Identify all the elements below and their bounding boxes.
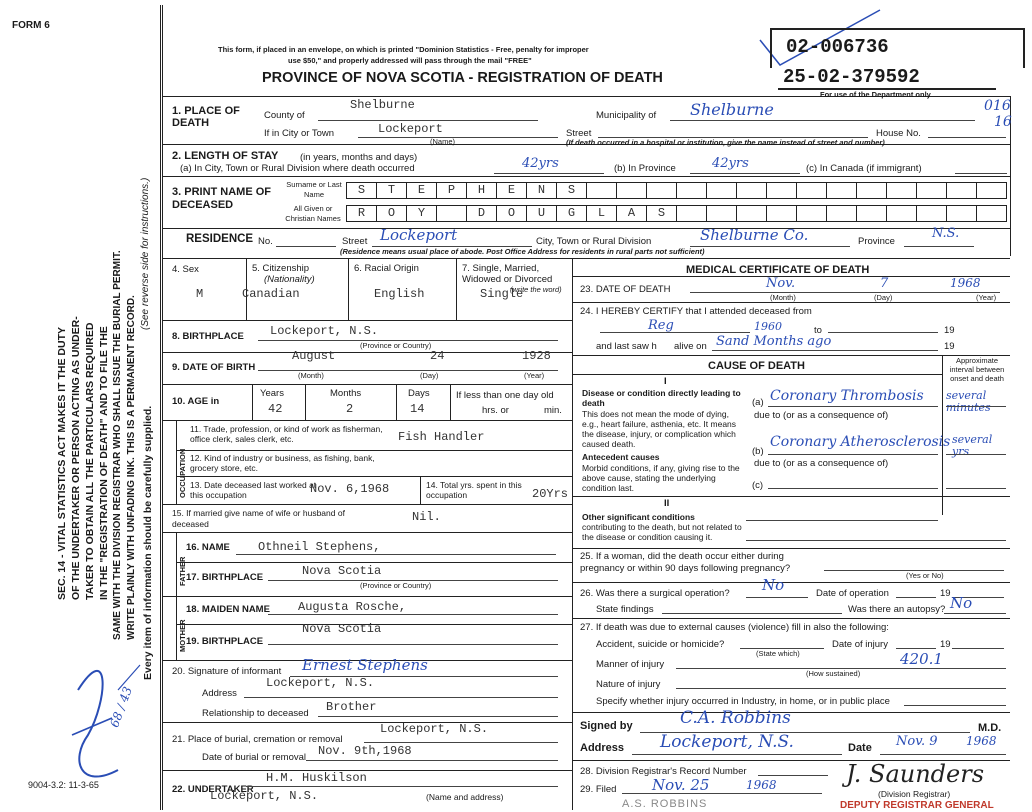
min-label: min. bbox=[544, 405, 562, 416]
trade-label: 11. Trade, profession, or kind of work as fisherman, office clerk, sales clerk, etc. bbox=[190, 424, 383, 444]
occupation-side-label: OCCUPATION bbox=[178, 448, 187, 498]
citizenship-label: 5. Citizenship bbox=[252, 263, 310, 274]
burial-date-value: Nov. 9th,1968 bbox=[318, 744, 412, 758]
racial-origin-value: English bbox=[374, 287, 425, 301]
cause-c-label: (c) bbox=[752, 480, 764, 491]
residence-street-label: Street bbox=[342, 236, 368, 247]
specify-label: Specify whether injury occurred in Industry, in home, or in public place bbox=[596, 696, 890, 707]
house-label: House No. bbox=[876, 128, 921, 139]
name-letter-box bbox=[586, 182, 617, 199]
death-month-note: (Month) bbox=[770, 293, 796, 302]
name-letter-box bbox=[736, 205, 767, 222]
name-letter-box bbox=[886, 182, 917, 199]
dob-day-note: (Day) bbox=[420, 371, 439, 380]
state-findings-label: State findings bbox=[596, 604, 654, 615]
informant-signature-label: 20. Signature of informant bbox=[172, 666, 282, 677]
injury-date-label: Date of injury bbox=[832, 639, 888, 650]
name-letter-box: T bbox=[376, 182, 407, 199]
registration-number-2: 25-02-379592 bbox=[783, 66, 920, 88]
mother-name-value: Augusta Rosche, bbox=[298, 600, 407, 614]
dob-year: 1928 bbox=[522, 349, 551, 363]
birthplace-note: (Province or Country) bbox=[360, 341, 432, 350]
name-letter-box bbox=[796, 205, 827, 222]
stay-a-label: (a) In City, Town or Rural Division where death occurred bbox=[180, 163, 415, 174]
margin-note: 68 / 43 bbox=[107, 684, 135, 730]
antecedent-label: Antecedent causes bbox=[582, 452, 660, 462]
yes-no-note: (Yes or No) bbox=[906, 571, 944, 580]
how-sustained-note: (How sustained) bbox=[806, 669, 861, 678]
burial-date-label: Date of burial or removal bbox=[202, 752, 307, 763]
name-letter-box bbox=[676, 205, 707, 222]
name-letter-box: E bbox=[496, 182, 527, 199]
cause-b-value: Coronary Atherosclerosis bbox=[770, 434, 951, 450]
signed-by-label: Signed by bbox=[580, 720, 633, 732]
name-letter-box: U bbox=[526, 205, 557, 222]
age-days: 14 bbox=[410, 402, 425, 416]
length-of-stay-sub: (in years, months and days) bbox=[300, 152, 418, 163]
name-letter-box bbox=[856, 205, 887, 222]
surname-label: Surname or Last Name bbox=[286, 180, 342, 199]
dob-year-note: (Year) bbox=[524, 371, 545, 380]
hrs-label: hrs. or bbox=[482, 405, 509, 416]
dob-label: 9. DATE OF BIRTH bbox=[172, 362, 256, 373]
name-letter-box bbox=[706, 205, 737, 222]
father-birthplace-label: 17. BIRTHPLACE bbox=[186, 572, 264, 583]
name-letter-box: A bbox=[616, 205, 647, 222]
stay-c-label: (c) In Canada (if immigrant) bbox=[806, 163, 922, 174]
attended-from-year: 1960 bbox=[754, 320, 782, 333]
medical-certificate-title: MEDICAL CERTIFICATE OF DEATH bbox=[686, 264, 870, 276]
name-letter-box: O bbox=[376, 205, 407, 222]
disease-note: This does not mean the mode of dying, e.g., heart failure, asthenia, etc. It means the disease, injury, or complication which caused death. bbox=[582, 409, 737, 449]
father-name-label: 16. NAME bbox=[186, 542, 230, 553]
division-registrar-label: (Division Registrar) bbox=[878, 789, 951, 799]
to-year-prefix: 19 bbox=[944, 325, 955, 336]
burial-place-label: 21. Place of burial, cremation or removal bbox=[172, 734, 343, 745]
cause-a-value: Coronary Thrombosis bbox=[770, 388, 924, 404]
name-letter-box bbox=[856, 182, 887, 199]
dept-use-note: For use of the Department only bbox=[820, 90, 931, 99]
alive-on-label: alive on bbox=[674, 341, 707, 352]
days-label: Days bbox=[408, 388, 430, 399]
antecedent-note: Morbid conditions, if any, giving rise to the above cause, stating the underlying condition last. bbox=[582, 463, 740, 493]
stamp-name: A.S. ROBBINS bbox=[622, 798, 708, 810]
birthplace-label: 8. BIRTHPLACE bbox=[172, 331, 244, 342]
years-label: Years bbox=[260, 388, 284, 399]
sidebar-instructions-7: (See reverse side for instructions.) bbox=[140, 177, 151, 330]
sidebar-instructions-3: TAKER TO OBTAIN ALL THE PARTICULARS REQUIRED bbox=[84, 322, 96, 600]
last-worked-value: Nov. 6,1968 bbox=[310, 482, 390, 496]
accident-label: Accident, suicide or homicide? bbox=[596, 639, 725, 650]
dob-month-note: (Month) bbox=[298, 371, 324, 380]
informant-signature: Ernest Stephens bbox=[302, 656, 428, 674]
nationality-label: (Nationality) bbox=[264, 274, 315, 285]
to-label: to bbox=[814, 325, 822, 336]
undertaker-address: Lockeport, N.S. bbox=[210, 789, 319, 803]
nature-label: Nature of injury bbox=[596, 679, 661, 690]
racial-origin-label: 6. Racial Origin bbox=[354, 263, 419, 274]
q27-label: 27. If death was due to external causes (violence) fill in also the following: bbox=[580, 622, 889, 633]
physician-date: Nov. 9 bbox=[896, 734, 938, 749]
sidebar-instructions-5: SAME WITH THE DIVISION REGISTRAR WHO SHALL ISSUE THE BURIAL PERMIT. bbox=[112, 250, 123, 640]
dob-month: August bbox=[292, 349, 336, 363]
residence-city-label: City, Town or Rural Division bbox=[536, 236, 652, 247]
name-letter-box bbox=[766, 182, 797, 199]
autopsy-answer: No bbox=[950, 594, 973, 612]
section-ii: II bbox=[664, 498, 670, 509]
street-label: Street bbox=[566, 128, 592, 139]
other-conditions-note: contributing to the death, but not related to the disease or condition causing it. bbox=[582, 522, 742, 542]
certify-label: 24. I HEREBY CERTIFY that I attended deceased from bbox=[580, 306, 812, 317]
name-letter-box: G bbox=[556, 205, 587, 222]
name-letter-box: S bbox=[556, 182, 587, 199]
manner-label: Manner of injury bbox=[596, 659, 665, 670]
stay-b-value: 42yrs bbox=[712, 156, 749, 171]
residence-note: (Residence means usual place of abode. Post Office Address for residents in rural parts not sufficient) bbox=[340, 247, 705, 256]
county-value: Shelburne bbox=[350, 98, 415, 112]
death-year-note: (Year) bbox=[976, 293, 997, 302]
due-to-1: due to (or as a consequence of) bbox=[754, 410, 889, 421]
form-number: FORM 6 bbox=[12, 20, 50, 31]
md-label: M.D. bbox=[978, 722, 1002, 734]
q26-answer: No bbox=[762, 576, 785, 594]
total-years-label: 14. Total yrs. spent in this occupation bbox=[426, 480, 522, 500]
q25-label: 25. If a woman, did the death occur either during pregnancy or within 90 days following pregnancy? bbox=[580, 551, 791, 574]
name-letter-box: N bbox=[526, 182, 557, 199]
sidebar-instructions-4: IN THE "REGISTRATION OF DEATH" AND TO FILE THE bbox=[98, 326, 110, 600]
interval-label: Approximate interval between onset and death bbox=[949, 356, 1005, 383]
undertaker-label: 22. UNDERTAKER bbox=[172, 784, 254, 795]
alive-on-value: Sand Months ago bbox=[716, 334, 832, 349]
mother-birthplace-value: Nova Scotia bbox=[302, 622, 382, 636]
alive-year-prefix: 19 bbox=[944, 341, 955, 352]
marital-note: (write the word) bbox=[510, 285, 562, 294]
name-letter-box bbox=[616, 182, 647, 199]
name-letter-box bbox=[736, 182, 767, 199]
father-side-label: FATHER bbox=[178, 556, 187, 586]
death-year: 1968 bbox=[950, 276, 981, 290]
sidebar-instructions-8: Every item of information should be carefully supplied. bbox=[142, 405, 154, 680]
city-label: If in City or Town bbox=[264, 128, 335, 139]
name-letter-box bbox=[826, 205, 857, 222]
informant-address: Lockeport, N.S. bbox=[266, 676, 375, 690]
filed-date: Nov. 25 bbox=[652, 776, 710, 794]
name-letter-box bbox=[646, 182, 677, 199]
name-letter-box bbox=[826, 182, 857, 199]
sidebar-instructions-2: OF THE UNDERTAKER OR PERSON ACTING AS UNDER- bbox=[70, 316, 82, 600]
autopsy-label: Was there an autopsy? bbox=[848, 604, 946, 615]
sidebar-instructions-1: SEC. 14 - VITAL STATISTICS ACT MAKES IT THE DUTY bbox=[56, 326, 68, 600]
sex-label: 4. Sex bbox=[172, 264, 199, 275]
mail-notice-1: This form, if placed in an envelope, on which is printed "Dominion Statistics - Free, penalty for improper bbox=[218, 45, 589, 54]
name-letter-box bbox=[946, 205, 977, 222]
cause-of-death-title: CAUSE OF DEATH bbox=[708, 360, 805, 372]
dob-day: 24 bbox=[430, 349, 445, 363]
city-value: Lockeport bbox=[378, 122, 443, 136]
op-year-prefix: 19 bbox=[940, 588, 951, 599]
name-address-note: (Name and address) bbox=[426, 792, 504, 802]
stay-b-label: (b) In Province bbox=[614, 163, 676, 174]
form-title: PROVINCE OF NOVA SCOTIA - REGISTRATION OF DEATH bbox=[262, 70, 663, 86]
form-print-code: 9004-3.2: 11-3-65 bbox=[28, 780, 99, 790]
length-of-stay-label: 2. LENGTH OF STAY bbox=[172, 150, 279, 162]
age-months: 2 bbox=[346, 402, 354, 416]
spouse-value: Nil. bbox=[412, 510, 441, 524]
name-letter-box: E bbox=[406, 182, 437, 199]
name-letter-box bbox=[916, 182, 947, 199]
physician-date-label: Date bbox=[848, 742, 872, 754]
name-letter-box bbox=[766, 205, 797, 222]
municipality-label: Municipality of bbox=[596, 110, 657, 121]
residence-street-value: Lockeport bbox=[380, 226, 458, 244]
burial-place-value: Lockeport, N.S. bbox=[380, 722, 489, 736]
city-name-note: (Name) bbox=[430, 137, 456, 146]
record-number-label: 28. Division Registrar's Record Number bbox=[580, 766, 747, 777]
marital-label: 7. Single, Married, Widowed or Divorced bbox=[462, 263, 553, 285]
interval-b: several yrs bbox=[952, 433, 993, 458]
last-saw-label: and last saw h bbox=[596, 341, 657, 352]
print-name-label: 3. PRINT NAME OF DECEASED bbox=[172, 186, 272, 211]
months-label: Months bbox=[330, 388, 362, 399]
name-letter-box: Y bbox=[406, 205, 437, 222]
section-i: I bbox=[664, 376, 667, 387]
due-to-2: due to (or as a consequence of) bbox=[754, 458, 889, 469]
registrar-signature: J. Saunders bbox=[846, 760, 985, 788]
name-letter-box: S bbox=[346, 182, 377, 199]
marital-value: Single bbox=[480, 287, 524, 301]
physician-address-label: Address bbox=[580, 742, 625, 754]
cause-a-label: (a) bbox=[752, 397, 764, 408]
name-letter-box: H bbox=[466, 182, 497, 199]
q26-label: 26. Was there a surgical operation? bbox=[580, 588, 730, 599]
dept-code-2: 16 bbox=[994, 114, 1012, 130]
dept-code-1: 016 bbox=[984, 98, 1011, 114]
mail-notice-2: use $50," and properly addressed will pass through the mail "FREE" bbox=[288, 56, 532, 65]
cause-code: 420.1 bbox=[900, 650, 943, 668]
state-which-note: (State which) bbox=[756, 649, 800, 658]
name-letter-box bbox=[916, 205, 947, 222]
informant-address-label: Address bbox=[202, 688, 237, 699]
physician-year: 1968 bbox=[966, 734, 997, 748]
relationship-value: Brother bbox=[326, 700, 377, 714]
name-letter-box bbox=[706, 182, 737, 199]
cause-b-label: (b) bbox=[752, 446, 764, 457]
mother-birthplace-label: 19. BIRTHPLACE bbox=[186, 636, 264, 647]
filed-year: 1968 bbox=[746, 778, 777, 792]
name-letter-box bbox=[976, 205, 1007, 222]
name-letter-box: D bbox=[466, 205, 497, 222]
hospital-note: (If death occurred in a hospital or institution, give the name instead of street and number) bbox=[566, 138, 885, 147]
op-date-label: Date of operation bbox=[816, 588, 889, 599]
trade-value: Fish Handler bbox=[398, 430, 485, 444]
birthplace-value: Lockeport, N.S. bbox=[270, 324, 379, 338]
date-of-death-label: 23. DATE OF DEATH bbox=[580, 284, 671, 295]
name-letter-box bbox=[976, 182, 1007, 199]
place-of-death-label: 1. PLACE OF DEATH bbox=[172, 105, 240, 129]
death-day: 7 bbox=[880, 276, 889, 291]
given-label: All Given or Christian Names bbox=[285, 204, 341, 223]
death-month: Nov. bbox=[766, 276, 796, 291]
last-worked-label: 13. Date deceased last worked at this occupation bbox=[190, 480, 317, 500]
name-letter-box bbox=[886, 205, 917, 222]
mother-name-label: 18. MAIDEN NAME bbox=[186, 604, 270, 615]
sidebar-instructions-6: WRITE PLAINLY WITH UNFADING INK. THIS IS A PERMANENT RECORD. bbox=[126, 295, 137, 640]
relationship-label: Relationship to deceased bbox=[202, 708, 309, 719]
signed-by-value: C.A. Robbins bbox=[680, 708, 791, 728]
residence-province-value: N.S. bbox=[932, 226, 960, 241]
industry-label: 12. Kind of industry or business, as fishing, bank, grocery store, etc. bbox=[190, 453, 375, 473]
age-years: 42 bbox=[268, 402, 283, 416]
disease-label: Disease or condition directly leading to death bbox=[582, 388, 741, 408]
name-letter-box bbox=[946, 182, 977, 199]
name-letter-box: S bbox=[646, 205, 677, 222]
name-letter-box bbox=[676, 182, 707, 199]
residence-no-label: No. bbox=[258, 236, 273, 247]
municipality-value: Shelburne bbox=[690, 100, 774, 119]
county-label: County of bbox=[264, 110, 305, 121]
name-letter-box: O bbox=[496, 205, 527, 222]
mother-side-label: MOTHER bbox=[178, 619, 187, 652]
registration-number-1: 02-006736 bbox=[786, 36, 889, 58]
sex-value: M bbox=[196, 287, 204, 301]
father-province-note: (Province or Country) bbox=[360, 581, 432, 590]
residence-province-label: Province bbox=[858, 236, 895, 247]
death-day-note: (Day) bbox=[874, 293, 893, 302]
stay-a-value: 42yrs bbox=[522, 156, 559, 171]
filed-label: 29. Filed bbox=[580, 784, 617, 795]
age-label: 10. AGE in bbox=[172, 396, 220, 407]
father-birthplace-value: Nova Scotia bbox=[302, 564, 382, 578]
stamp-title: DEPUTY REGISTRAR GENERAL bbox=[840, 800, 994, 811]
citizenship-value: Canadian bbox=[242, 287, 300, 301]
injury-year-prefix: 19 bbox=[940, 639, 951, 650]
total-years-value: 20Yrs bbox=[532, 487, 569, 501]
attended-from: Reg bbox=[648, 318, 674, 333]
name-letter-box: L bbox=[586, 205, 617, 222]
name-letter-box bbox=[796, 182, 827, 199]
father-name-value: Othneil Stephens, bbox=[258, 540, 381, 554]
residence-label: RESIDENCE bbox=[186, 233, 254, 245]
undertaker-name: H.M. Huskilson bbox=[266, 771, 367, 785]
name-letter-box: P bbox=[436, 182, 467, 199]
name-letter-box bbox=[436, 205, 467, 222]
interval-a: several minutes bbox=[946, 389, 991, 414]
name-letter-box: R bbox=[346, 205, 377, 222]
other-conditions-label: Other significant conditions bbox=[582, 512, 695, 522]
spouse-label: 15. If married give name of wife or husband of deceased bbox=[172, 508, 345, 529]
physician-address: Lockeport, N.S. bbox=[660, 732, 794, 752]
less-than-day-label: If less than one day old bbox=[456, 390, 554, 401]
residence-city-value: Shelburne Co. bbox=[700, 226, 809, 244]
